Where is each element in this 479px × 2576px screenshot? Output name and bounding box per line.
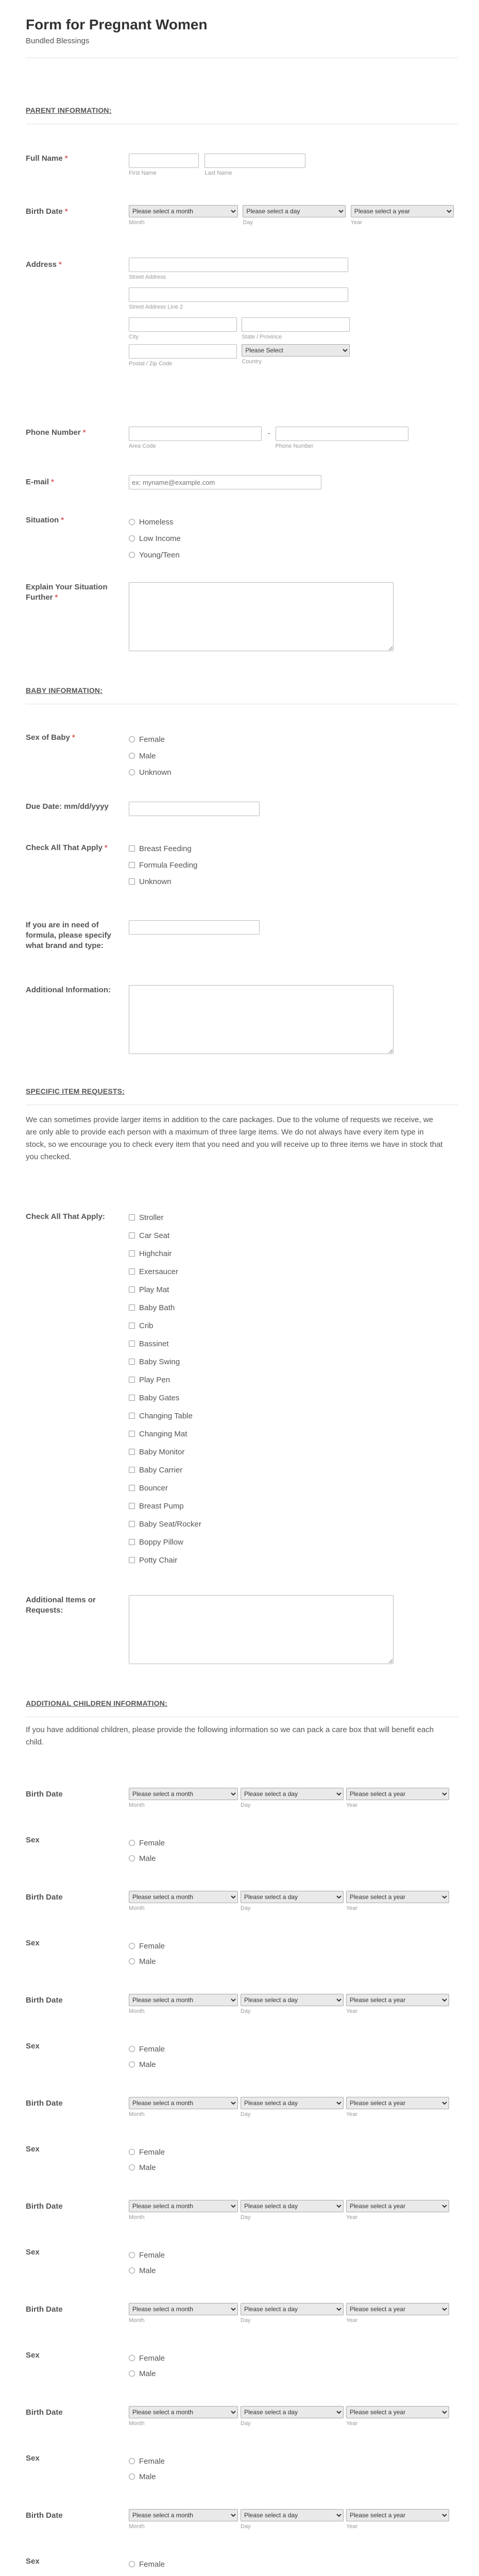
required-star: * <box>82 428 86 437</box>
option-label: Breast Pump <box>139 1501 184 1511</box>
checkbox-icon[interactable] <box>129 1557 135 1563</box>
option-label: Play Pen <box>139 1375 170 1384</box>
child-day-select[interactable] <box>241 2509 344 2521</box>
child-day-select[interactable] <box>241 2097 344 2109</box>
child-month-select[interactable] <box>129 1891 238 1903</box>
year-sub: Year <box>346 2008 358 2014</box>
radio-female[interactable] <box>129 2455 458 2467</box>
section-parent-title: PARENT INFORMATION: <box>26 106 112 114</box>
radio-icon[interactable] <box>129 1840 135 1846</box>
baby-additional-label: Additional Information: <box>26 986 111 994</box>
option-label: Breast Feeding <box>139 844 192 853</box>
state-input[interactable] <box>242 317 350 332</box>
email-label: E-mail <box>26 478 49 486</box>
required-star: * <box>72 733 75 742</box>
required-star: * <box>64 154 68 163</box>
required-star: * <box>61 516 64 524</box>
state-sub: State / Province <box>242 334 282 340</box>
child-month-select[interactable] <box>129 2303 238 2315</box>
radio-male[interactable] <box>129 2059 458 2070</box>
additional-items-row <box>26 1595 458 1667</box>
checkbox-item[interactable] <box>129 1536 458 1548</box>
option-label: Young/Teen <box>139 550 180 560</box>
option-label: Female <box>139 2250 165 2260</box>
child-birth-date-label: Birth Date <box>26 2408 63 2417</box>
radio-unknown[interactable] <box>129 767 458 778</box>
checkbox-item[interactable] <box>129 1464 458 1476</box>
checkbox-icon[interactable] <box>129 845 135 852</box>
radio-icon[interactable] <box>129 2458 135 2464</box>
option-label: Highchair <box>139 1249 172 1258</box>
child-year-select[interactable] <box>346 2303 449 2315</box>
radio-icon[interactable] <box>129 2164 135 2171</box>
month-sub: Month <box>129 2420 145 2427</box>
checkbox-item[interactable] <box>129 1266 458 1277</box>
specific-items-row <box>26 1212 458 1572</box>
radio-female[interactable] <box>129 1837 458 1849</box>
section-specific-title: SPECIFIC ITEM REQUESTS: <box>26 1087 125 1095</box>
radio-icon[interactable] <box>129 1855 135 1861</box>
option-label: Boppy Pillow <box>139 1537 183 1547</box>
radio-icon[interactable] <box>129 2149 135 2155</box>
option-label: Baby Monitor <box>139 1447 185 1456</box>
option-label: Female <box>139 1838 165 1848</box>
radio-male[interactable] <box>129 2162 458 2173</box>
month-sub: Month <box>129 2523 145 2530</box>
child-year-select[interactable] <box>346 1788 449 1800</box>
explain-row <box>26 582 458 654</box>
option-label: Potty Chair <box>139 1555 178 1565</box>
year-sub: Year <box>346 1905 358 1911</box>
formula-input[interactable] <box>129 920 260 935</box>
required-star: * <box>104 843 108 852</box>
checkbox-icon[interactable] <box>129 1539 135 1545</box>
sex-of-baby-row <box>26 733 458 783</box>
checkbox-breast-feeding[interactable] <box>129 843 458 854</box>
checkbox-item[interactable] <box>129 1482 458 1494</box>
formula-row <box>26 920 458 951</box>
radio-icon[interactable] <box>129 2561 135 2567</box>
last-name-input[interactable] <box>204 154 305 168</box>
option-label: Male <box>139 2369 156 2378</box>
required-star: * <box>64 207 68 216</box>
child-sex-label: Sex <box>26 2557 40 2566</box>
street-address-input[interactable] <box>129 258 348 272</box>
child-day-select[interactable] <box>241 2303 344 2315</box>
checkbox-item[interactable] <box>129 1320 458 1331</box>
address-label: Address <box>26 260 57 269</box>
child-day-select[interactable] <box>241 1788 344 1800</box>
child-sex-row <box>26 2350 458 2384</box>
child-birth-date-label: Birth Date <box>26 2202 63 2211</box>
first-name-sub: First Name <box>129 170 157 176</box>
radio-female[interactable] <box>129 2249 458 2261</box>
radio-female[interactable] <box>129 2558 458 2570</box>
month-sub: Month <box>129 1905 145 1911</box>
checkbox-item[interactable] <box>129 1302 458 1313</box>
checkbox-formula-feeding[interactable] <box>129 859 458 871</box>
month-sub: Month <box>129 2317 145 2324</box>
checkbox-icon[interactable] <box>129 1449 135 1455</box>
day-sub: Day <box>241 2523 251 2530</box>
radio-icon[interactable] <box>129 753 135 759</box>
option-label: Baby Carrier <box>139 1465 183 1475</box>
child-birth-date-label: Birth Date <box>26 2511 63 2520</box>
required-star: * <box>55 593 58 602</box>
child-sex-row <box>26 2041 458 2075</box>
radio-icon[interactable] <box>129 736 135 742</box>
option-label: Formula Feeding <box>139 860 198 870</box>
radio-icon[interactable] <box>129 2267 135 2274</box>
child-sex-row <box>26 2453 458 2487</box>
month-sub: Month <box>129 1802 145 1808</box>
postal-input[interactable] <box>129 344 237 359</box>
option-label: Male <box>139 2266 156 2275</box>
checkbox-icon[interactable] <box>129 1268 135 1275</box>
child-sex-row <box>26 1938 458 1972</box>
checkbox-item[interactable] <box>129 1446 458 1458</box>
option-label: Stroller <box>139 1213 164 1222</box>
radio-male[interactable] <box>129 2471 458 2482</box>
option-label: Female <box>139 2560 165 2569</box>
child-birth-date-row <box>26 1788 458 1808</box>
option-label: Homeless <box>139 517 174 527</box>
child-year-select[interactable] <box>346 1891 449 1903</box>
child-year-select[interactable] <box>346 2097 449 2109</box>
checkbox-item[interactable] <box>129 1212 458 1223</box>
checkbox-icon[interactable] <box>129 1323 135 1329</box>
checkbox-icon[interactable] <box>129 1395 135 1401</box>
option-label: Unknown <box>139 768 172 777</box>
email-row <box>26 475 458 489</box>
radio-icon[interactable] <box>129 2355 135 2361</box>
child-birth-date-row <box>26 2509 458 2530</box>
child-birth-date-label: Birth Date <box>26 1893 63 1902</box>
area-code-sub: Area Code <box>129 443 156 449</box>
year-sub: Year <box>350 219 363 226</box>
option-label: Male <box>139 751 156 760</box>
radio-female[interactable] <box>129 1940 458 1952</box>
year-sub: Year <box>346 1802 358 1808</box>
phone-dash: - <box>267 429 270 437</box>
email-input[interactable] <box>129 475 321 489</box>
checkbox-icon[interactable] <box>129 1250 135 1257</box>
child-sex-label: Sex <box>26 2145 40 2154</box>
birth-year-select[interactable] <box>351 205 454 217</box>
year-sub: Year <box>346 2317 358 2324</box>
specific-paragraph: We can sometimes provide larger items in addition to the care packages. Due to the volume of requests we receive, we are only able to provide each person with a maximum of three large items. We do not always have every item type in stock, so we encourage you to check every item that you need and you will receive up to three items we have in stock that you checked. <box>26 1115 443 1161</box>
birth-month-select[interactable] <box>129 205 238 217</box>
checkbox-item[interactable] <box>129 1356 458 1367</box>
option-label: Baby Seat/Rocker <box>139 1519 201 1529</box>
checkbox-icon[interactable] <box>129 1467 135 1473</box>
child-month-select[interactable] <box>129 2406 238 2418</box>
form <box>26 15 458 58</box>
option-label: Female <box>139 2044 165 2054</box>
option-label: Changing Mat <box>139 1429 187 1438</box>
street-sub: Street Address <box>129 274 166 280</box>
check-all-label: Check All That Apply <box>26 843 102 852</box>
month-sub: Month <box>129 2008 145 2014</box>
year-sub: Year <box>346 2523 358 2530</box>
child-birth-date-row <box>26 2406 458 2427</box>
radio-low-income[interactable] <box>129 533 458 544</box>
option-label: Low Income <box>139 534 181 543</box>
option-label: Male <box>139 2060 156 2069</box>
due-date-input[interactable] <box>129 802 260 816</box>
radio-male[interactable] <box>129 750 458 761</box>
day-sub: Day <box>241 2111 251 2117</box>
option-label: Female <box>139 1941 165 1951</box>
checkbox-item[interactable] <box>129 1338 458 1349</box>
option-label: Bouncer <box>139 1483 168 1493</box>
radio-young-teen[interactable] <box>129 549 458 561</box>
phone-label: Phone Number <box>26 428 81 437</box>
child-day-select[interactable] <box>241 2200 344 2212</box>
child-month-select[interactable] <box>129 2097 238 2109</box>
month-sub: Month <box>129 2214 145 2221</box>
option-label: Bassinet <box>139 1339 169 1348</box>
option-label: Unknown <box>139 877 172 886</box>
additional-items-textarea[interactable] <box>129 1595 394 1664</box>
baby-additional-row <box>26 985 458 1057</box>
radio-male[interactable] <box>129 2574 458 2576</box>
full-name-label: Full Name <box>26 154 63 163</box>
required-star: * <box>51 478 54 486</box>
checkbox-item[interactable] <box>129 1410 458 1421</box>
additional-items-label: Additional Items or Requests: <box>26 1596 96 1615</box>
phone-row <box>26 427 458 449</box>
radio-icon[interactable] <box>129 2046 135 2052</box>
checkbox-item[interactable] <box>129 1518 458 1530</box>
radio-icon[interactable] <box>129 535 135 541</box>
checkbox-item[interactable] <box>129 1428 458 1439</box>
checkbox-item[interactable] <box>129 1554 458 1566</box>
option-label: Exersaucer <box>139 1267 178 1276</box>
checkbox-icon[interactable] <box>129 1341 135 1347</box>
child-month-select[interactable] <box>129 1994 238 2006</box>
full-name-row <box>26 154 458 176</box>
child-sex-label: Sex <box>26 2454 40 2463</box>
postal-sub: Postal / Zip Code <box>129 361 173 367</box>
option-label: Female <box>139 735 165 744</box>
child-sex-row <box>26 2247 458 2281</box>
child-sex-row <box>26 2556 458 2576</box>
child-day-select[interactable] <box>241 2406 344 2418</box>
child-birth-date-row <box>26 2303 458 2324</box>
country-sub: Country <box>242 359 262 365</box>
month-sub: Month <box>129 2111 145 2117</box>
radio-icon[interactable] <box>129 1943 135 1949</box>
checkbox-icon[interactable] <box>129 1304 135 1311</box>
radio-icon[interactable] <box>129 519 135 525</box>
child-birth-date-label: Birth Date <box>26 2099 63 2108</box>
option-label: Baby Swing <box>139 1357 180 1366</box>
option-label: Male <box>139 1957 156 1966</box>
radio-male[interactable] <box>129 2265 458 2276</box>
due-date-row <box>26 802 458 816</box>
option-label: Crib <box>139 1321 153 1330</box>
radio-icon[interactable] <box>129 552 135 558</box>
radio-male[interactable] <box>129 1956 458 1967</box>
explain-textarea[interactable] <box>129 582 394 651</box>
checkbox-icon[interactable] <box>129 1413 135 1419</box>
child-sex-row <box>26 1835 458 1869</box>
last-name-sub: Last Name <box>204 170 232 176</box>
first-name-input[interactable] <box>129 154 199 168</box>
checkbox-icon[interactable] <box>129 1232 135 1239</box>
day-sub: Day <box>241 2317 251 2324</box>
sex-of-baby-label: Sex of Baby <box>26 733 70 742</box>
child-day-select[interactable] <box>241 1994 344 2006</box>
explain-label: Explain Your Situation Further <box>26 583 108 602</box>
radio-icon[interactable] <box>129 2473 135 2480</box>
checkbox-icon[interactable] <box>129 1503 135 1509</box>
day-sub: Day <box>243 219 253 226</box>
child-sex-label: Sex <box>26 2042 40 2050</box>
checkbox-unknown[interactable] <box>129 876 458 887</box>
month-sub: Month <box>129 219 145 226</box>
year-sub: Year <box>346 2214 358 2221</box>
child-month-select[interactable] <box>129 2509 238 2521</box>
required-star: * <box>59 260 62 269</box>
child-birth-date-row <box>26 2200 458 2221</box>
checkbox-item[interactable] <box>129 1392 458 1403</box>
child-year-select[interactable] <box>346 2406 449 2418</box>
day-sub: Day <box>241 1905 251 1911</box>
option-label: Male <box>139 1854 156 1863</box>
day-sub: Day <box>241 1802 251 1808</box>
child-sex-label: Sex <box>26 2351 40 2360</box>
baby-additional-textarea[interactable] <box>129 985 394 1054</box>
child-sex-label: Sex <box>26 2248 40 2257</box>
child-birth-date-row <box>26 1994 458 2014</box>
birth-date-row <box>26 205 458 226</box>
checkbox-icon[interactable] <box>129 1485 135 1491</box>
address-row <box>26 258 458 367</box>
radio-icon[interactable] <box>129 2370 135 2377</box>
child-birth-date-label: Birth Date <box>26 2305 63 2314</box>
city-input[interactable] <box>129 317 237 332</box>
city-sub: City <box>129 334 139 340</box>
checkbox-icon[interactable] <box>129 862 135 868</box>
children-paragraph: If you have additional children, please provide the following information so we can pack a care box that will benefit each child. <box>26 1725 434 1747</box>
specific-items-list <box>129 1212 458 1572</box>
checkbox-icon[interactable] <box>129 1359 135 1365</box>
situation-label: Situation <box>26 516 59 524</box>
option-label: Play Mat <box>139 1285 169 1294</box>
checkbox-icon[interactable] <box>129 1214 135 1221</box>
child-year-select[interactable] <box>346 1994 449 2006</box>
section-children-title: ADDITIONAL CHILDREN INFORMATION: <box>26 1699 167 1707</box>
child-sex-label: Sex <box>26 1836 40 1844</box>
radio-female[interactable] <box>129 734 458 745</box>
child-sex-label: Sex <box>26 1939 40 1947</box>
child-month-select[interactable] <box>129 2200 238 2212</box>
option-label: Baby Bath <box>139 1303 175 1312</box>
child-sex-row <box>26 2144 458 2178</box>
radio-homeless[interactable] <box>129 516 458 528</box>
phone-number-input[interactable] <box>276 427 408 441</box>
radio-male[interactable] <box>129 2368 458 2379</box>
checkbox-item[interactable] <box>129 1500 458 1512</box>
radio-male[interactable] <box>129 1853 458 1864</box>
option-label: Baby Gates <box>139 1393 180 1402</box>
option-label: Changing Table <box>139 1411 193 1420</box>
specific-check-label: Check All That Apply: <box>26 1212 105 1221</box>
birth-date-label: Birth Date <box>26 207 63 216</box>
checkbox-icon[interactable] <box>129 1286 135 1293</box>
day-sub: Day <box>241 2420 251 2427</box>
checkbox-item[interactable] <box>129 1230 458 1241</box>
child-birth-date-row <box>26 1891 458 1911</box>
checkbox-icon[interactable] <box>129 878 135 885</box>
area-code-input[interactable] <box>129 427 262 441</box>
day-sub: Day <box>241 2214 251 2221</box>
radio-icon[interactable] <box>129 2061 135 2067</box>
option-label: Male <box>139 2472 156 2481</box>
country-select[interactable] <box>242 344 350 357</box>
form-subtitle: Bundled Blessings <box>26 37 90 45</box>
birth-day-select[interactable] <box>243 205 346 217</box>
child-birth-date-label: Birth Date <box>26 1790 63 1799</box>
child-birth-date-row <box>26 2097 458 2117</box>
option-label: Female <box>139 2456 165 2466</box>
radio-icon[interactable] <box>129 1958 135 1964</box>
checkbox-item[interactable] <box>129 1284 458 1295</box>
year-sub: Year <box>346 2111 358 2117</box>
child-birth-date-label: Birth Date <box>26 1996 63 2005</box>
option-label: Car Seat <box>139 1231 170 1240</box>
radio-female[interactable] <box>129 2043 458 2055</box>
child-year-select[interactable] <box>346 2509 449 2521</box>
option-label: Female <box>139 2147 165 2157</box>
situation-row <box>26 514 458 566</box>
street2-sub: Street Address Line 2 <box>129 304 183 310</box>
form-title: Form for Pregnant Women <box>26 16 208 32</box>
checkbox-icon[interactable] <box>129 1431 135 1437</box>
child-day-select[interactable] <box>241 1891 344 1903</box>
checkbox-icon[interactable] <box>129 1377 135 1383</box>
check-all-row <box>26 843 458 892</box>
radio-female[interactable] <box>129 2352 458 2364</box>
phone-number-sub: Phone Number <box>275 443 314 449</box>
option-label: Female <box>139 2353 165 2363</box>
radio-female[interactable] <box>129 2146 458 2158</box>
option-label: Male <box>139 2163 156 2172</box>
child-year-select[interactable] <box>346 2200 449 2212</box>
due-date-label: Due Date: mm/dd/yyyy <box>26 802 109 811</box>
radio-icon[interactable] <box>129 769 135 775</box>
child-month-select[interactable] <box>129 1788 238 1800</box>
checkbox-icon[interactable] <box>129 1521 135 1527</box>
radio-icon[interactable] <box>129 2252 135 2258</box>
section-baby-title: BABY INFORMATION: <box>26 686 103 694</box>
formula-label: If you are in need of formula, please specify what brand and type: <box>26 921 111 950</box>
checkbox-item[interactable] <box>129 1374 458 1385</box>
year-sub: Year <box>346 2420 358 2427</box>
street-address-2-input[interactable] <box>129 287 348 302</box>
checkbox-item[interactable] <box>129 1248 458 1259</box>
day-sub: Day <box>241 2008 251 2014</box>
